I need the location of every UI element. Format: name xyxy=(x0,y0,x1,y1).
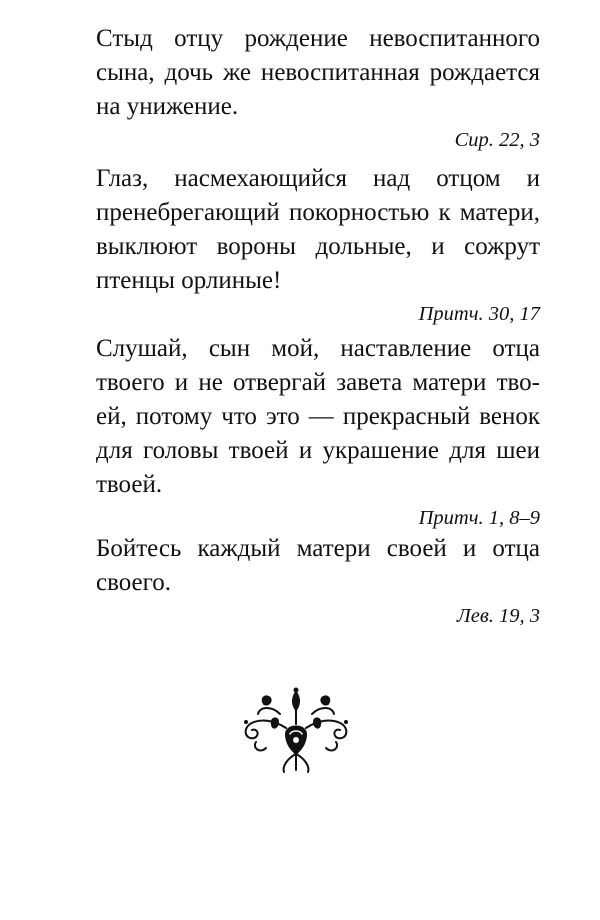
verse-line: твоего и не отвергай завета матери тво- xyxy=(96,369,540,396)
verse-text xyxy=(96,532,540,600)
verse-line: ей, потому что это — прекрасный венок xyxy=(96,403,540,430)
verse-line: на унижение. xyxy=(96,93,239,120)
verse-line: Глаз, насмехающийся над отцом и xyxy=(96,165,540,192)
floral-vignette-icon xyxy=(236,684,356,774)
verse-line: твоей. xyxy=(96,471,163,498)
verse-line: для головы твоей и украшение для шеи xyxy=(96,437,540,464)
verse-reference: Лев. 19, 3 xyxy=(456,605,540,627)
verse-line: Бойтесь каждый матери своей и отца xyxy=(96,535,540,562)
verse-block xyxy=(96,532,540,630)
verse-block xyxy=(96,162,540,328)
verse-line: Слушай, сын мой, наставление отца xyxy=(96,335,540,362)
verse-block xyxy=(96,332,540,532)
verse-text xyxy=(96,162,540,298)
verse-block xyxy=(96,22,540,154)
verse-reference: Притч. 1, 8–9 xyxy=(418,507,540,529)
verse-line: птенцы орлиные! xyxy=(96,267,282,294)
verse-line: выклюют вороны дольные, и сожрут xyxy=(96,233,540,260)
verse-reference: Сир. 22, 3 xyxy=(454,129,540,151)
verse-line: своего. xyxy=(96,569,172,596)
verse-line: Стыд отцу рождение невоспитанного xyxy=(96,25,540,52)
verse-reference: Притч. 30, 17 xyxy=(418,303,540,325)
verse-line: сына, дочь же невоспитанная рождается xyxy=(96,59,540,86)
verse-line: пренебрегающий покорностью к матери, xyxy=(96,199,540,226)
verse-text xyxy=(96,22,540,124)
verse-text xyxy=(96,332,540,502)
